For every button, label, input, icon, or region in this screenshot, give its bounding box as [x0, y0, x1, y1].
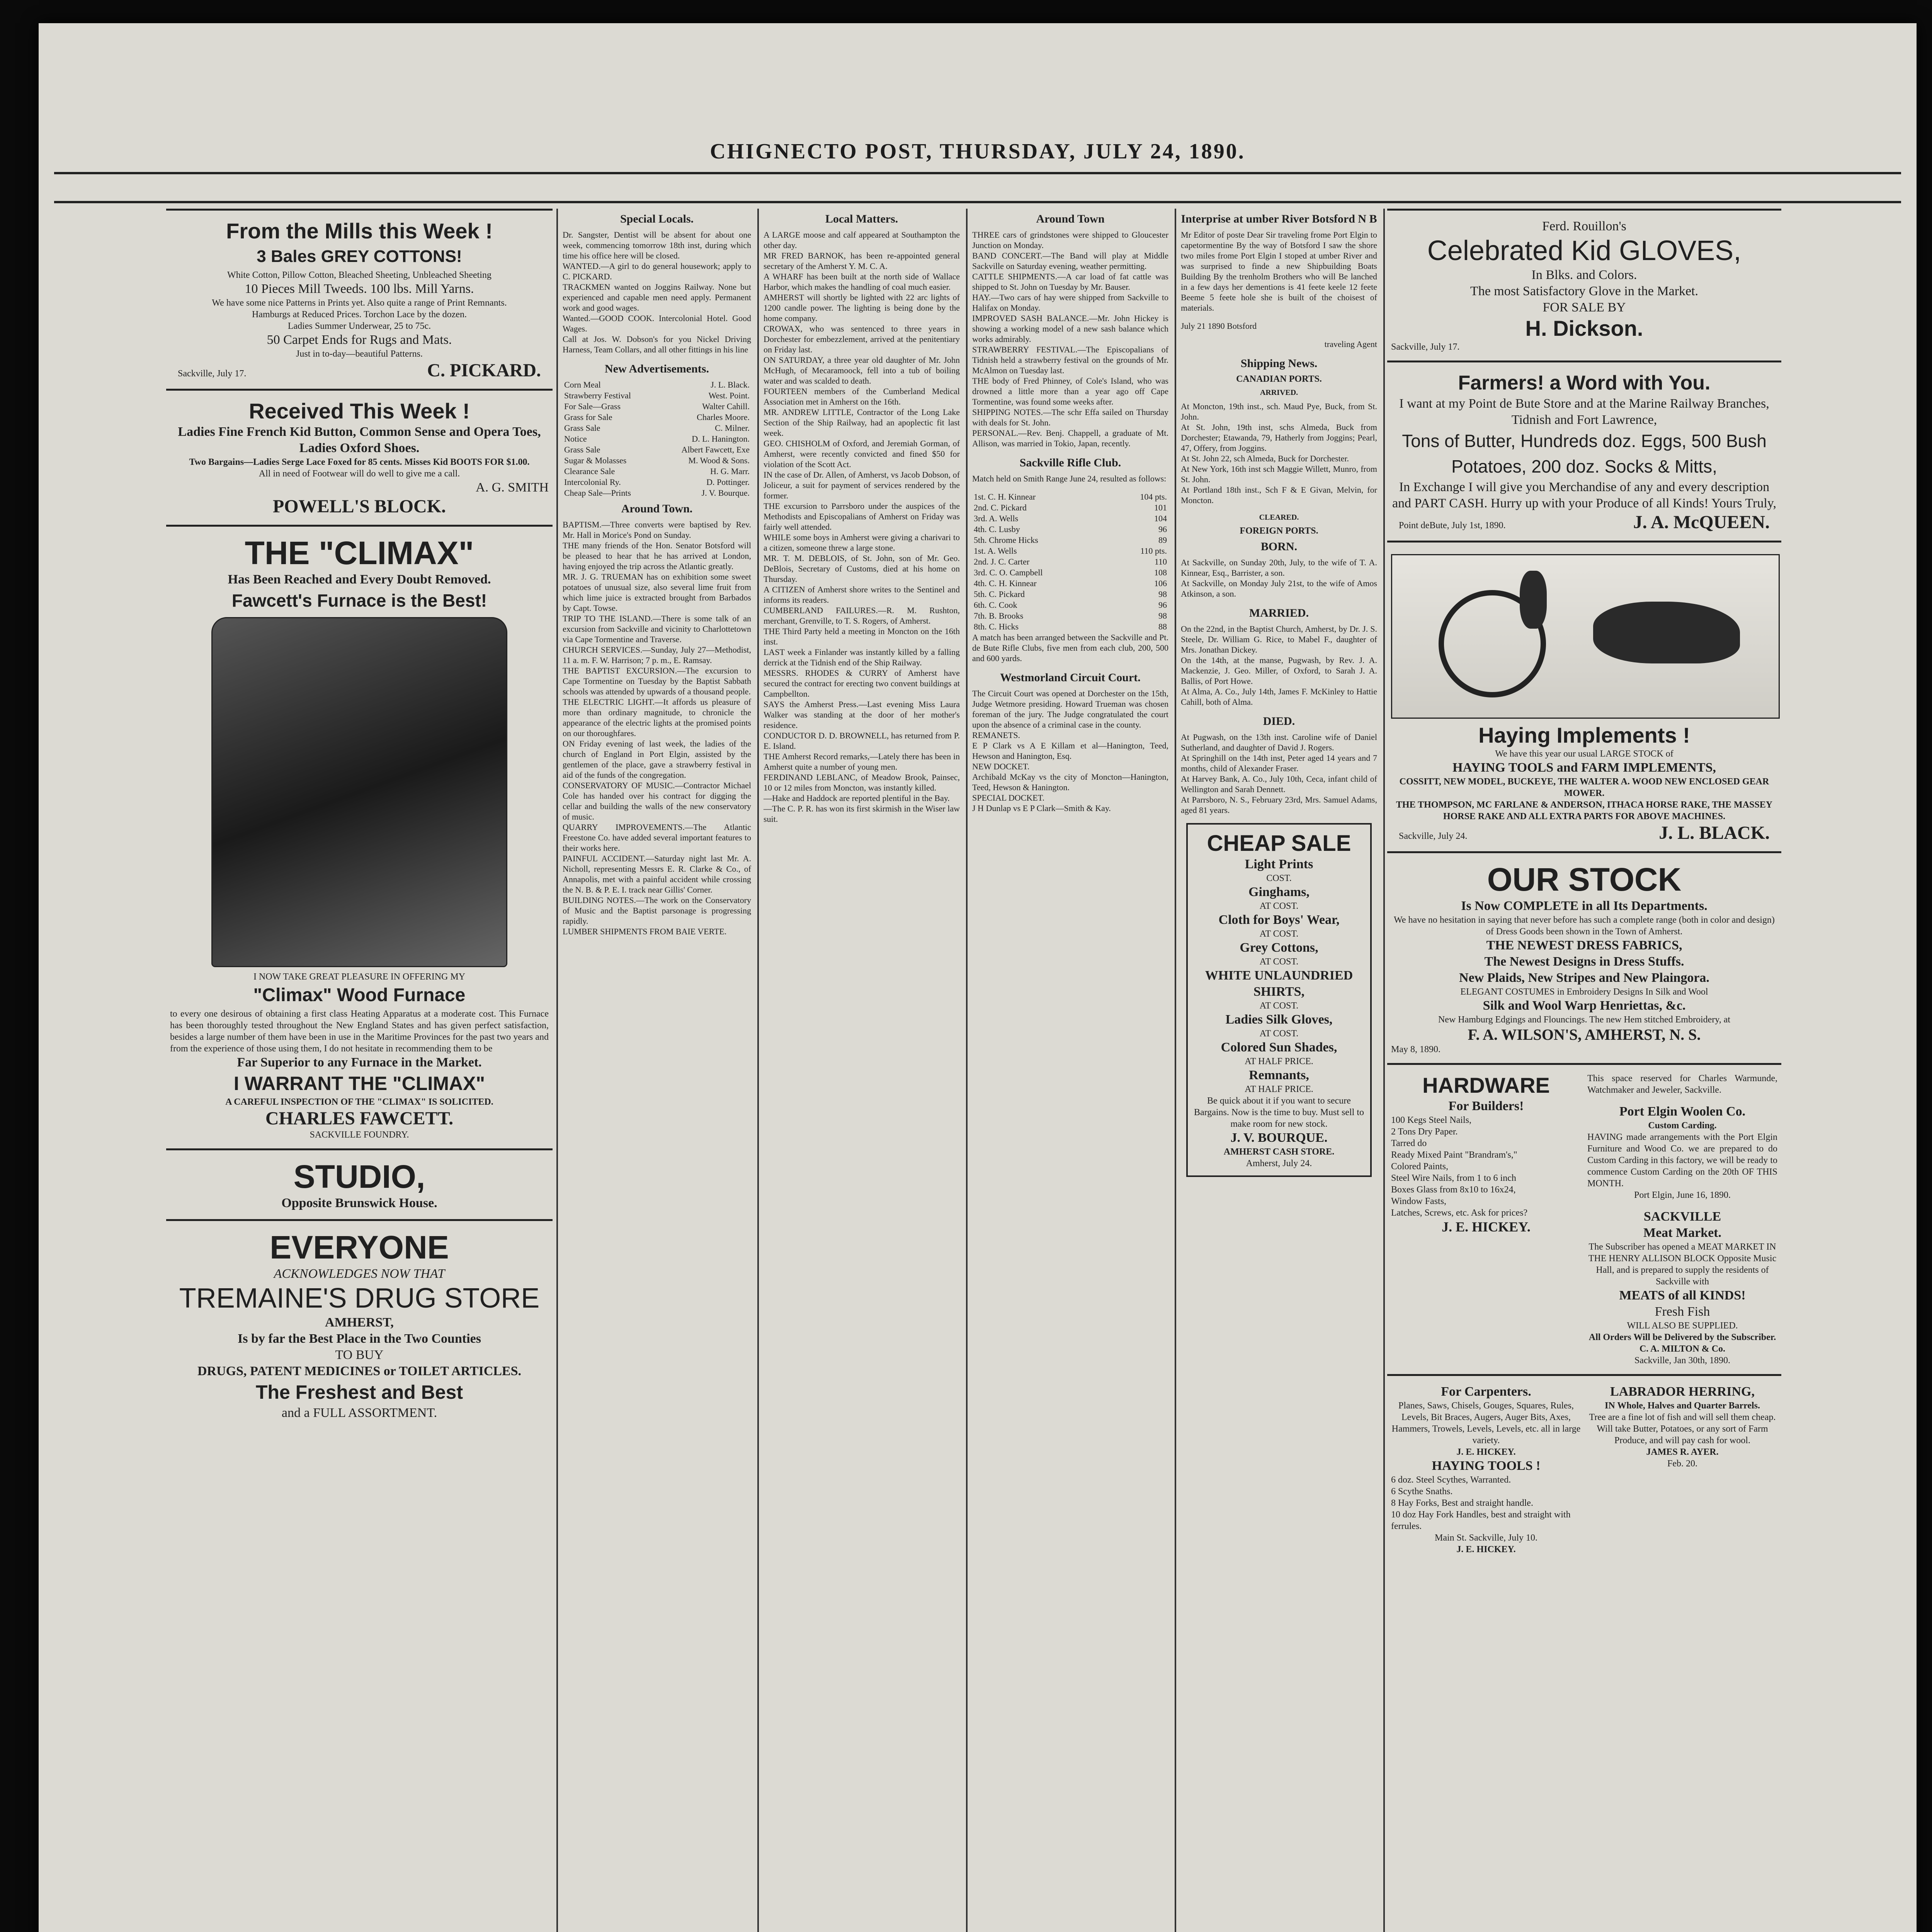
shipping-body: At Moncton, 19th inst., sch. Maud Pye, Buck, from St. John. At St. John, 19th inst, schs Almeda, Buck from Dorchester; Etawanda, 79, Hatherly from Joggins; Pearl, 47, Offery, from Joggins. At St. John 22, sch Almeda, Buck for Dorchester. At New York, 16th inst sch Maggie Willett, Munro, from St. John. At Portland 18th inst., Sch F & E Givan, Melvin, for Moncton. [1181, 401, 1377, 505]
new-ad-row-value: H. G. Marr. [710, 466, 750, 476]
column-rule [966, 209, 968, 1932]
new-ad-row [560, 401, 753, 412]
hardware-ad [1391, 1073, 1581, 1366]
reserved-space: This space reserved for Charles Warmunde, Watchmaker and Jeweler, Sackville. [1587, 1073, 1777, 1095]
haying-line: HAYING TOOLS and FARM IMPLEMENTS, [1452, 760, 1716, 775]
new-ad-row-value: D. Pottinger. [706, 477, 750, 487]
rifle-score-row [970, 524, 1171, 535]
cheap-sale-line: AT COST. [1259, 929, 1299, 939]
rifle-score-row [970, 546, 1171, 556]
newspaper-page [39, 23, 1917, 1932]
hardware-item: Boxes Glass from 8x10 to 16x24, [1391, 1185, 1516, 1195]
new-ads-list [560, 379, 753, 498]
hardware-item: Tarred do [1391, 1138, 1427, 1148]
column-rule [556, 209, 558, 1932]
horse-figure [1593, 602, 1740, 663]
married-body: On the 22nd, in the Baptist Church, Amherst, by Dr. J. S. Steele, Dr. William G. Rice, to Mabel F., daughter of Mrs. Jonathan Dickey. On the 14th, at the manse, Pugwash, by Rev. J. A. Mackenzie, J. Geo. Miller, of Oxford, to Sarah J. A. Ballis, of Port Howe. At Alma, A. Co., July 14th, James F. McKinley to Hattie Cahill, both of Alma. [1181, 624, 1377, 707]
gloves-ad [1387, 209, 1781, 361]
hardware-item: Latches, Screws, etc. Ask for prices? [1391, 1208, 1528, 1218]
rifle-score-row-label: 4th. C. H. Kinnear [974, 578, 1037, 588]
new-ad-row [560, 390, 753, 401]
new-ad-row-value: Charles Moore. [697, 412, 750, 422]
drug-store-name: TREMAINE'S DRUG STORE [179, 1283, 540, 1314]
cheap-sale-line: AT COST. [1259, 1029, 1299, 1039]
enterprise-date: July 21 1890 Botsford [1181, 321, 1257, 331]
stock-sub: Is Now COMPLETE in all Its Departments. [1461, 899, 1708, 913]
new-ad-row [560, 444, 753, 455]
new-ad-row-label: Sugar & Molasses [564, 456, 627, 465]
shipping-title: Shipping News. [1240, 357, 1318, 370]
carpenters-sign: J. E. HICKEY. [1456, 1447, 1516, 1457]
new-ad-row-label: Clearance Sale [564, 466, 615, 476]
rifle-club-title: Sackville Rifle Club. [1019, 456, 1121, 469]
received-line: Ladies Oxford Shoes. [299, 441, 420, 455]
rifle-score-row-label: 5th. Chrome Hicks [974, 535, 1038, 545]
carpenters-title: For Carpenters. [1441, 1384, 1531, 1399]
rifle-score-row-label: 5th. C. Pickard [974, 589, 1025, 599]
meat-title: SACKVILLE [1643, 1209, 1721, 1224]
rifle-club-body: A match has been arranged between the Sackville and Pt. de Bute Rifle Clubs, five men from each club, 200, 500 and 600 yards. [972, 633, 1171, 663]
new-ad-row-label: Grass for Sale [564, 412, 612, 422]
hardware-sub: For Builders! [1448, 1099, 1524, 1113]
received-line: Two Bargains—Ladies Serge Lace Foxed for 85 cents. Misses Kid BOOTS FOR $1.00. [189, 457, 530, 467]
cheap-sale-line: Ginghams, [1248, 885, 1310, 899]
climax-warrant: I WARRANT THE "CLIMAX" [233, 1073, 485, 1094]
foreign-ports-title: FOREIGN PORTS. [1240, 526, 1318, 536]
mills-line: Ladies Summer Underwear, 25 to 75c. [287, 321, 431, 331]
new-ad-row-label: Strawberry Festival [564, 391, 631, 400]
drug-line: The Freshest and Best [255, 1381, 463, 1403]
new-ad-row-value: M. Wood & Sons. [688, 456, 750, 465]
new-ad-row-value: Walter Cahill. [702, 401, 750, 411]
meat-line: All Orders Will be Delivered by the Subscriber. [1588, 1332, 1776, 1342]
new-ad-row-value: West. Point. [708, 391, 750, 400]
rifle-score-row-label: 2nd. J. C. Carter [974, 557, 1030, 566]
around-town-title: Around Town. [621, 502, 693, 515]
rifle-score-row-value: 106 [1154, 578, 1167, 588]
haying-tools-title: HAYING TOOLS ! [1432, 1459, 1541, 1473]
haying-line: THE THOMPSON, MC FARLANE & ANDERSON, ITHACA HORSE RAKE, THE MASSEY HORSE RAKE AND ALL EXTRA PARTS FOR ABOVE MACHINES. [1396, 800, 1773, 821]
cheap-sale-line: AT HALF PRICE. [1245, 1056, 1313, 1066]
climax-ad [166, 525, 553, 1148]
mills-line: White Cotton, Pillow Cotton, Bleached Sheeting, Unbleached Sheeting [227, 270, 492, 280]
stock-line: New Plaids, New Stripes and New Plaingora. [1459, 971, 1709, 985]
new-ad-row-value: D. L. Hanington. [692, 434, 750, 444]
climax-superior: Far Superior to any Furnace in the Market. [237, 1055, 482, 1070]
cheap-sale-sign: J. V. BOURQUE. [1230, 1131, 1328, 1145]
cheap-sale-line: Remnants, [1249, 1068, 1309, 1082]
woolen-sub: Custom Carding. [1648, 1121, 1717, 1131]
mills-ad [166, 209, 553, 389]
new-ad-row [560, 423, 753, 434]
column-local-matters [761, 209, 962, 1932]
gloves-seller: H. Dickson. [1525, 316, 1643, 340]
rifle-score-row [970, 492, 1171, 502]
drug-line: TO BUY [335, 1348, 384, 1362]
new-ad-row [560, 466, 753, 477]
rifle-score-row [970, 502, 1171, 513]
rifle-score-row-label: 1st. A. Wells [974, 546, 1017, 556]
died-title: DIED. [1263, 715, 1295, 728]
gloves-title: Celebrated Kid GLOVES, [1427, 235, 1742, 266]
hardware-item: Colored Paints, [1391, 1162, 1448, 1172]
stock-line: ELEGANT COSTUMES in Embroidery Designs In Silk and Wool [1460, 987, 1708, 997]
new-ad-row-value: C. Milner. [715, 423, 750, 433]
carpenters-body: Planes, Saws, Chisels, Gouges, Squares, Rules, Levels, Bit Braces, Augers, Auger Bits, Axes, Hammers, Trowels, Levels, Levels, etc. all in large variety. [1391, 1401, 1581, 1446]
stock-line: Silk and Wool Warp Henriettas, &c. [1483, 998, 1686, 1013]
climax-title: THE "CLIMAX" [245, 535, 474, 571]
meat-sign: C. A. MILTON & Co. [1639, 1344, 1726, 1354]
new-ad-row [560, 477, 753, 488]
drug-line: Is by far the Best Place in the Two Counties [238, 1332, 481, 1346]
drug-town: AMHERST, [325, 1315, 394, 1330]
herring-date: Feb. 20. [1667, 1459, 1697, 1469]
rifle-score-row-label: 3rd. A. Wells [974, 514, 1019, 523]
cheap-sale-title: CHEAP SALE [1207, 831, 1351, 856]
rifle-score-row-label: 4th. C. Lusby [974, 524, 1020, 534]
new-ad-row-label: Notice [564, 434, 587, 444]
rifle-score-row-value: 104 [1154, 514, 1167, 523]
mills-line: We have some nice Patterns in Prints yet. Also quite a range of Print Remnants. [212, 298, 507, 308]
gloves-date: Sackville, July 17. [1391, 342, 1460, 352]
farmers-title: Farmers! a Word with You. [1458, 372, 1711, 394]
gloves-name: Ferd. Rouillon's [1542, 219, 1626, 233]
new-ad-row [560, 379, 753, 390]
cheap-sale-note: Be quick about it if you want to secure Bargains. Now is the time to buy. Must sell to make room for new stock. [1194, 1096, 1364, 1129]
new-ad-row [560, 488, 753, 498]
mills-date: Sackville, July 17. [178, 369, 247, 379]
herring-subcolumn [1587, 1384, 1777, 1555]
rifle-score-row-label: 6th. C. Cook [974, 600, 1017, 610]
column-rule [1175, 209, 1176, 1932]
column-rule [1383, 209, 1385, 1932]
new-ad-row-label: Cheap Sale—Prints [564, 488, 631, 498]
haying-line: COSSITT, NEW MODEL, BUCKEYE, THE WALTER A. WOOD NEW ENCLOSED GEAR MOWER. [1399, 777, 1769, 798]
rifle-club-intro: Match held on Smith Range June 24, resulted as follows: [972, 474, 1167, 483]
rifle-score-row-value: 110 [1154, 557, 1167, 566]
rifle-score-row [970, 556, 1171, 567]
received-title: Received This Week ! [249, 399, 470, 423]
climax-body: to every one desirous of obtaining a first class Heating Apparatus at a moderate cost. This Furnace has been thoroughly tested throughout the New England States and has given perfect satisfaction, besides a large number of them have been in use in the Maritime Provinces for the past two years and from the experience of those using them, I do not hesitate in recommending them to be [170, 1009, 549, 1054]
stock-line: THE NEWEST DRESS FABRICS, [1486, 938, 1682, 952]
mower-illustration [1391, 554, 1780, 719]
farmers-ad [1387, 361, 1781, 541]
meat-line: WILL ALSO BE SUPPLIED. [1627, 1321, 1738, 1331]
hardware-sign: J. E. HICKEY. [1442, 1219, 1531, 1235]
column-rule [757, 209, 759, 1932]
hardware-item: Window Fasts, [1391, 1196, 1447, 1206]
circuit-court-body: The Circuit Court was opened at Dorchester on the 15th, Judge Wetmore presiding. Howard Trueman was chosen foreman of the jury. The Judge congratulated the court upon the absence of a criminal case in the county. REMANETS. E P Clark vs A E Killam et al—Hanington, Teed, Hewson and Hanington, Esq. NEW DOCKET. Archibald McKay vs the city of Moncton—Hanington, Teed, Hewson & Hanington. SPECIAL DOCKET. J H Dunlap vs E P Clark—Smith & Kay. [972, 689, 1168, 813]
climax-foundry: SACKVILLE FOUNDRY. [310, 1130, 409, 1140]
mills-line: Hamburgs at Reduced Prices. Torchon Lace by the dozen. [252, 310, 467, 320]
hardware-row [1387, 1063, 1781, 1374]
rifle-scores [970, 492, 1171, 632]
rifle-score-row-label: 1st. C. H. Kinnear [974, 492, 1036, 502]
farmers-date: Point deBute, July 1st, 1890. [1399, 520, 1506, 531]
rifle-score-row [970, 535, 1171, 546]
new-ad-row [560, 412, 753, 423]
received-store: POWELL'S BLOCK. [272, 496, 446, 517]
received-signature: A. G. SMITH [476, 480, 549, 495]
stock-line: The Newest Designs in Dress Stuffs. [1484, 954, 1684, 969]
studio-subtitle: Opposite Brunswick House. [281, 1196, 437, 1210]
herring-sign: JAMES R. AYER. [1646, 1447, 1719, 1457]
meat-line: MEATS of all KINDS! [1619, 1288, 1746, 1303]
rifle-score-row-value: 110 pts. [1140, 546, 1167, 556]
rifle-score-row-value: 104 pts. [1140, 492, 1167, 502]
rifle-score-row-value: 96 [1158, 524, 1167, 534]
climax-subtitle-2: Fawcett's Furnace is the Best! [231, 590, 487, 611]
climax-subtitle: Has Been Reached and Every Doubt Removed. [228, 572, 491, 587]
cheap-sale-line: Cloth for Boys' Wear, [1218, 913, 1340, 927]
special-locals-body: Dr. Sangster, Dentist will be absent for about one week, commencing tomorrow 18th inst, during which time his office here will be closed. WANTED.—A girl to do general housework; apply to C. PICKARD. TRACKMEN wanted on Joggins Railway. None but experienced and capable men need apply. Permanent work and good wages. Wanted.—GOOD COOK. Intercolonial Hotel. Good Wages. Call at Jos. W. Dobson's for you Nickel Driving Harness, Team Collars, and all other fittings in his line [563, 230, 751, 354]
gloves-for-sale: FOR SALE BY [1543, 300, 1626, 315]
rifle-score-row [970, 600, 1171, 611]
drug-sub: ACKNOWLEDGES NOW THAT [274, 1267, 445, 1281]
woolen-body: HAVING made arrangements with the Port Elgin Furniture and Wood Co. we are prepared to do Custom Carding in this factory, we will be ready to commence Custom Carding on the 20th OF THIS MONTH. [1587, 1132, 1777, 1189]
enterprise-sign: traveling Agent [1324, 339, 1377, 349]
rifle-score-row-label: 8th. C. Hicks [974, 622, 1019, 631]
cheap-sale-line: Colored Sun Shades, [1221, 1040, 1337, 1054]
born-body: At Sackville, on Sunday 20th, July, to the wife of T. A. Kinnear, Esq., Barrister, a son. At Sackville, on Monday July 21st, to the wife of Amos Atkinson, a son. [1181, 558, 1377, 599]
cheap-sale-line: AT COST. [1259, 1001, 1299, 1011]
rifle-score-row [970, 611, 1171, 621]
rifle-score-row [970, 621, 1171, 632]
around-town-body-2: THREE cars of grindstones were shipped to Gloucester Junction on Monday. BAND CONCERT.—The Band will play at Middle Sackville on Saturday evening, weather permitting. CATTLE SHIPMENTS.—A car load of fat cattle was shipped to St. John on Tuesday by Mr. Bauser. HAY.—Two cars of hay were shipped from Sackville to Halifax on Monday. IMPROVED SASH BALANCE.—Mr. John Hickey is showing a working model of a new sash balance which works admirably. STRAWBERRY FESTIVAL.—The Episcopalians of Tidnish held a strawberry festival on the grounds of Mr. McAlmon on Tuesday last. THE body of Fred Phinney, of Cole's Island, who was drowned a little more than a year ago off Cape Tormentine, was found some weeks after. SHIPPING NOTES.—The schr Effa sailed on Thursday with deals for St. John. PERSONAL.—Rev. Benj. Chappell, a graduate of Mt. Allison, was married in Tokio, Japan, recently. [972, 230, 1168, 448]
cleared-label: CLEARED. [1259, 513, 1299, 522]
mills-headline: 3 Bales GREY COTTONS! [257, 247, 462, 266]
rifle-score-row-value: 101 [1154, 503, 1167, 512]
column-around-town [970, 209, 1171, 1932]
column-ads-right [1387, 209, 1781, 1932]
meat-title-2: Meat Market. [1643, 1226, 1721, 1240]
cheap-sale-line: WHITE UNLAUNDRIED SHIRTS, [1205, 968, 1353, 999]
haying-ad [1387, 541, 1781, 851]
cheap-sale-lines [1194, 856, 1364, 1095]
received-line: Ladies Fine French Kid Button, Common Sense and Opera Toes, [178, 425, 541, 439]
born-title: BORN. [1260, 540, 1298, 553]
rifle-score-row-label: 2nd. C. Pickard [974, 503, 1027, 512]
rifle-score-row [970, 567, 1171, 578]
cheap-sale-date: Amherst, July 24. [1246, 1158, 1312, 1168]
new-ad-row [560, 455, 753, 466]
column-ads-left [166, 209, 553, 1932]
rifle-score-row-value: 98 [1158, 611, 1167, 621]
mills-line: Just in to-day—beautiful Patterns. [296, 349, 423, 359]
hardware-items [1391, 1114, 1581, 1219]
herring-title: LABRADOR HERRING, [1610, 1384, 1755, 1399]
new-ad-row-value: J. L. Black. [711, 380, 750, 389]
woolen-title: Port Elgin Woolen Co. [1619, 1104, 1746, 1119]
cheap-sale-line: Ladies Silk Gloves, [1225, 1012, 1333, 1027]
farmers-intro: I want at my Point de Bute Store and at the Marine Railway Branches, Tidnish and Fort Lawrence, [1399, 396, 1769, 427]
hardware-item: Steel Wire Nails, from 1 to 6 inch [1391, 1173, 1516, 1183]
received-line: All in need of Footwear will do well to give me a call. [259, 469, 460, 479]
new-ad-row-label: Corn Meal [564, 380, 601, 389]
mills-line: 10 Pieces Mill Tweeds. 100 lbs. Mill Yarns. [245, 282, 474, 296]
rifle-score-row [970, 513, 1171, 524]
hardware-item: 2 Tons Dry Paper. [1391, 1127, 1458, 1137]
farmers-wants: Tons of Butter, Hundreds doz. Eggs, 500 Bush Potatoes, 200 doz. Socks & Mitts, [1402, 431, 1767, 476]
herring-body: Tree are a fine lot of fish and will sell them cheap. Will take Butter, Potatoes, or any sort of Farm Produce, and will pay cash for wool. [1589, 1412, 1776, 1446]
gloves-sub: In Blks. and Colors. [1531, 268, 1637, 282]
herring-sub: IN Whole, Halves and Quarter Barrels. [1605, 1401, 1760, 1411]
around-town-body: BAPTISM.—Three converts were baptised by Rev. Mr. Hall in Morice's Pond on Sunday. THE many friends of the Hon. Senator Botsford will be pleased to hear that he has arrived at London, having enjoyed the trip across the Atlantic greatly. MR. J. G. TRUEMAN has on exhibition some sweet potatoes of unusual size, also several lime fruit from which lime juice is extracted brought from Barbados by Capt. Towse. TRIP TO THE ISLAND.—There is some talk of an excursion from Sackville and vicinity to Charlottetown via Cape Tormentine and Traverse. CHURCH SERVICES.—Sunday, July 27—Methodist, 11 a. m. F. W. Harrison; 7 p. m., E. Ramsay. THE BAPTIST EXCURSION.—The excursion to Cape Tormentine on Tuesday by the Baptist Sabbath schools was attended by upwards of a thousand people. THE ELECTRIC LIGHT.—It affords us pleasure of more than ordinary magnitude, to chronicle the appearance of the electric lights at the promised points on our thoroughfares. ON Friday evening of last week, the ladies of the church of England in Port Elgin, assisted by the gentlemen of the place, gave a strawberry festival in aid of the funds of the congregation. CONSERVATORY OF MUSIC.—Contractor Michael Cole has handed over his contract for digging the cellar and building the walls of the new conservatory of music. QUARRY IMPROVEMENTS.—The Atlantic Freestone Co. have added several important features to their works here. PAINFUL ACCIDENT.—Saturday night last Mr. A. Nicholl, representing Messrs E. R. Clarke & Co., of Annapolis, met with a painful accident while crossing the N. B. & P. E. I. track near Gillis' Corner. BUILDING NOTES.—The work on the Conservatory of Music and the Baptist parsonage is progressing rapidly. LUMBER SHIPMENTS FROM BAIE VERTE. [563, 520, 751, 936]
rifle-score-row [970, 589, 1171, 600]
farmers-signature: J. A. McQUEEN. [1633, 512, 1770, 532]
cheap-sale-line: AT HALF PRICE. [1245, 1084, 1313, 1094]
rifle-score-row-value: 89 [1158, 535, 1167, 545]
drug-store-ad [166, 1219, 553, 1429]
rifle-score-row [970, 578, 1171, 589]
hardware-item: Ready Mixed Paint "Brandram's," [1391, 1150, 1517, 1160]
stock-body: We have no hesitation in saying that never before has such a complete range (both in color and design) of Dress Goods been shown in the Town of Amherst. [1394, 915, 1775, 937]
married-title: MARRIED. [1249, 607, 1309, 619]
local-matters-body: A LARGE moose and calf appeared at Southampton the other day. MR FRED BARNOK, has been re-appointed general secretary of the Amherst Y. M. C. A. A WHARF has been built at the north side of Wallace Harbor, which makes the handling of coal much easier. AMHERST will shortly be lighted with 22 arc lights of 1200 candle power. The lighting is being done by the home company. CROWAX, who was sentenced to three years in Dorchester for embezzlement, arrived at the penitentiary on Friday last. ON SATURDAY, a three year old daughter of Mr. John McHugh, of Mecaramoock, fell into a tub of boiling water and was scalded to death. FOURTEEN members of the Cumberland Medical Association met in Amherst on the 16th. MR. ANDREW LITTLE, Contractor of the Long Lake Section of the Ship Railway, had an apoplectic fit last week. GEO. CHISHOLM of Oxford, and Jeremiah Gorman, of Amherst, were recently convicted and fined $50 for violation of the Scott Act. IN the case of Dr. Allen, of Amherst, vs Jacob Dobson, of Joliceur, a suit for payment of services rendered by the former. THE excursion to Parrsboro under the auspices of the Methodists and Episcopalians of Amherst on Friday was fairly well attended. WHILE some boys in Amherst were giving a charivari to a citizen, someone threw a large stone. MR. T. M. DEBLOIS, of St. John, son of Mr. Geo. DeBlois, Secretary of Customs, died at his home on Thursday. A CITIZEN of Amherst shore writes to the Sentinel and informs its readers. CUMBERLAND FAILURES.—R. M. Rushton, merchant, Grenville, to T. S. Rogers, of Amherst. THE Third Party held a meeting in Moncton on the 16th inst. LAST week a Finlander was instantly killed by a falling derrick at the Tidnish end of the Ship Railway. MESSRS. RHODES & CURRY of Amherst have secured the contract for erecting two convent buildings at Campbellton. SAYS the Amherst Press.—Last evening Miss Laura Walker was standing at the door of her mother's residence. CONDUCTOR D. D. BROWNELL, has returned from P. E. Island. THE Amherst Record remarks,—Lately there has been in Amherst quite a number of young men. FERDINAND LEBLANC, of Meadow Brook, Painsec, 10 or 12 miles from Moncton, was instantly killed. —Hake and Haddock are reported plentiful in the Bay. —The C. P. R. has won its first skirmish in the Wiser law suit. [764, 230, 960, 824]
received-ad [166, 389, 553, 525]
cheap-sale-line: Light Prints [1245, 857, 1313, 871]
farmers-exchange: In Exchange I will give you Merchandise of any and every description and PART CASH. Hurry up with your Produce of all Kinds! Yours Truly, [1392, 480, 1777, 510]
new-ad-row-label: Intercolonial Ry. [564, 477, 621, 487]
tools-subcolumn [1391, 1384, 1581, 1555]
meat-date: Sackville, Jan 30th, 1890. [1634, 1355, 1730, 1366]
haying-tools-body: 6 doz. Steel Scythes, Warranted. 6 Scythe Snaths. 8 Hay Forks, Best and straight handle. 10 doz Hay Fork Handles, best and straight with ferrules. [1391, 1475, 1571, 1531]
woolen-date: Port Elgin, June 16, 1890. [1634, 1190, 1731, 1200]
new-ad-row-label: For Sale—Grass [564, 401, 621, 411]
studio-title: STUDIO, [293, 1158, 425, 1195]
furnace-illustration [211, 617, 507, 967]
enterprise-body: Mr Editor of poste Dear Sir traveling frome Port Elgin to capetormentine By the way of Botsford I saw the shore two miles frome Port Elgin I stoped at umber River and was surprised to finde a new Shipbuilding Boats Building By the trenholm Brothers who will Be lanched in a few days her dementions is 41 feete keele 12 feete Beeme 5 feete hole she is built of the choisest of materials. [1181, 230, 1379, 313]
new-ad-row-value: Albert Fawcett, Exe [681, 445, 750, 454]
haying-line: We have this year our usual LARGE STOCK of [1495, 749, 1673, 759]
haying-signature: J. L. BLACK. [1659, 823, 1770, 843]
mills-line: 50 Carpet Ends for Rugs and Mats. [267, 333, 452, 347]
arrived-label: ARRIVED. [1260, 388, 1298, 397]
new-ad-row-label: Grass Sale [564, 423, 600, 433]
special-locals-title: Special Locals. [620, 213, 694, 225]
new-ad-row-label: Grass Sale [564, 445, 600, 454]
local-matters-title: Local Matters. [825, 213, 898, 225]
stock-sign: F. A. WILSON'S, AMHERST, N. S. [1468, 1026, 1701, 1043]
rifle-score-row-value: 88 [1158, 622, 1167, 631]
hardware-item: 100 Kegs Steel Nails, [1391, 1115, 1471, 1125]
gloves-desc: The most Satisfactory Glove in the Market. [1470, 284, 1699, 298]
masthead: CHIGNECTO POST, THURSDAY, JULY 24, 1890. [710, 139, 1245, 163]
climax-signature: CHARLES FAWCETT. [265, 1108, 454, 1129]
stock-date: May 8, 1890. [1391, 1044, 1440, 1054]
cheap-sale-store: AMHERST CASH STORE. [1223, 1147, 1335, 1157]
drug-line: and a FULL ASSORTMENT. [281, 1406, 437, 1420]
rifle-score-row-value: 108 [1154, 568, 1167, 577]
studio-ad [166, 1148, 553, 1219]
ports-title: CANADIAN PORTS. [1236, 374, 1322, 384]
died-body: At Pugwash, on the 13th inst. Caroline wife of Daniel Sutherland, and daughter of David J. Rogers. At Springhill on the 14th inst, Peter aged 14 years and 7 months, child of Alexander Fraser. At Harvey Bank, A. Co., July 10th, Ceca, infant child of Wellington and Sarah Dennett. At Parrsboro, N. S., February 23rd, Mrs. Samuel Adams, aged 81 years. [1181, 732, 1377, 815]
driver-figure [1520, 571, 1547, 629]
mills-signature: C. PICKARD. [427, 360, 541, 381]
haying-tools-date: Main St. Sackville, July 10. [1435, 1533, 1537, 1543]
enterprise-title: Interprise at umber River Botsford N B [1181, 213, 1377, 225]
stock-ad [1387, 851, 1781, 1063]
mills-title: From the Mills this Week ! [226, 219, 493, 243]
rifle-score-row-value: 96 [1158, 600, 1167, 610]
cheap-sale-line: Grey Cottons, [1240, 940, 1318, 955]
masthead-rule-lower [54, 201, 1901, 203]
masthead-rule [54, 172, 1901, 174]
circuit-court-title: Westmorland Circuit Court. [1000, 671, 1141, 684]
haying-tools-sign: J. E. HICKEY. [1456, 1544, 1516, 1554]
column-locals [560, 209, 753, 1932]
cheap-sale-line: AT COST. [1259, 901, 1299, 911]
cheap-sale-line: COST. [1266, 873, 1292, 883]
meat-body: The Subscriber has opened a MEAT MARKET IN THE HENRY ALLISON BLOCK Opposite Music Hall, and is prepared to supply the residents of Sackville with [1588, 1242, 1777, 1287]
tools-row [1387, 1374, 1781, 1563]
climax-inspection: A CAREFUL INSPECTION OF THE "CLIMAX" IS SOLICITED. [225, 1097, 493, 1107]
new-ad-row [560, 434, 753, 444]
cheap-sale-line: AT COST. [1259, 957, 1299, 967]
meat-line: Fresh Fish [1655, 1304, 1710, 1319]
drug-title: EVERYONE [270, 1229, 449, 1265]
new-ads-title: New Advertisements. [605, 362, 709, 375]
climax-product: "Climax" Wood Furnace [253, 985, 466, 1005]
rifle-score-row-label: 7th. B. Brooks [974, 611, 1024, 621]
climax-caption: I NOW TAKE GREAT PLEASURE IN OFFERING MY [253, 972, 466, 982]
right-subcolumn [1587, 1073, 1777, 1366]
haying-title: Haying Implements ! [1478, 723, 1690, 747]
hardware-title: HARDWARE [1422, 1073, 1550, 1097]
rifle-score-row-label: 3rd. C. O. Campbell [974, 568, 1043, 577]
stock-title: OUR STOCK [1487, 861, 1682, 898]
haying-date: Sackville, July 24. [1399, 831, 1468, 841]
cheap-sale-ad [1186, 823, 1372, 1177]
column-shipping [1179, 209, 1379, 1932]
stock-line: New Hamburg Edgings and Flouncings. The new Hem stitched Embroidery, at [1438, 1015, 1731, 1025]
new-ad-row-value: J. V. Bourque. [701, 488, 750, 498]
drug-line: DRUGS, PATENT MEDICINES or TOILET ARTICLES. [197, 1364, 522, 1378]
rifle-score-row-value: 98 [1158, 589, 1167, 599]
around-town-title-2: Around Town [1036, 213, 1105, 225]
